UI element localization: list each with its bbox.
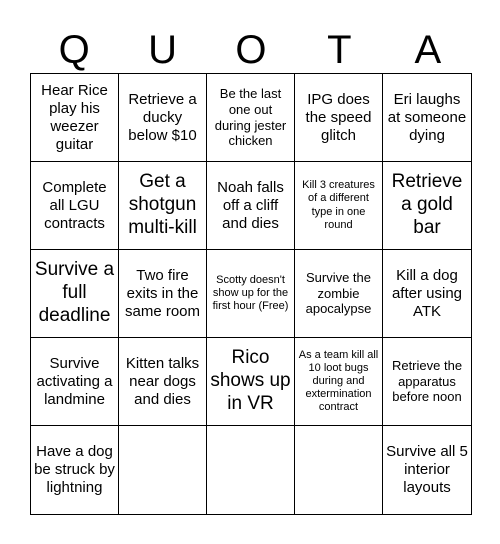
bingo-cell[interactable]: IPG does the speed glitch (295, 74, 383, 162)
bingo-cell[interactable]: Complete all LGU contracts (31, 162, 119, 250)
header-letter-a: A (414, 28, 442, 72)
bingo-cell[interactable]: Survive the zombie apocalypse (295, 250, 383, 338)
header-letter-t: T (327, 28, 352, 72)
bingo-board (30, 73, 472, 515)
bingo-cell[interactable]: Retrieve the apparatus before noon (383, 338, 471, 426)
bingo-cell[interactable]: Survive a full deadline (31, 250, 119, 338)
header-letter-o: O (235, 28, 267, 72)
bingo-cell[interactable]: Noah falls off a cliff and dies (207, 162, 295, 250)
header-letter-u: U (148, 28, 178, 72)
bingo-cell[interactable]: Be the last one out during jester chicken (207, 74, 295, 162)
bingo-cell[interactable]: Retrieve a ducky below $10 (119, 74, 207, 162)
bingo-cell[interactable]: Eri laughs at someone dying (383, 74, 471, 162)
bingo-cell[interactable]: Rico shows up in VR (207, 338, 295, 426)
bingo-cell-empty[interactable] (295, 426, 383, 514)
bingo-cell[interactable]: Kitten talks near dogs and dies (119, 338, 207, 426)
bingo-cell[interactable]: As a team kill all 10 loot bugs during and extermination contract (295, 338, 383, 426)
bingo-cell[interactable]: Kill a dog after using ATK (383, 250, 471, 338)
bingo-cell[interactable]: Survive all 5 interior layouts (386, 443, 468, 496)
bingo-cell[interactable]: Have a dog be struck by lightning (31, 426, 119, 514)
bingo-header (30, 26, 472, 74)
bingo-cell[interactable]: Retrieve a gold bar (383, 162, 471, 250)
bingo-cell[interactable]: Kill 3 creatures of a different type in one round (295, 162, 383, 250)
bingo-cell[interactable]: Get a shotgun multi-kill (119, 162, 207, 250)
header-letter-q: Q (58, 28, 90, 72)
bingo-cell[interactable]: Two fire exits in the same room (119, 250, 207, 338)
bingo-cell-empty[interactable] (119, 426, 207, 514)
bingo-cell[interactable]: Survive activating a landmine (31, 338, 119, 426)
bingo-cell-empty[interactable] (207, 426, 295, 514)
bingo-cell[interactable]: Hear Rice play his weezer guitar (31, 74, 119, 162)
bingo-cell-free[interactable]: Scotty doesn't show up for the first hour (Free) (207, 250, 295, 338)
